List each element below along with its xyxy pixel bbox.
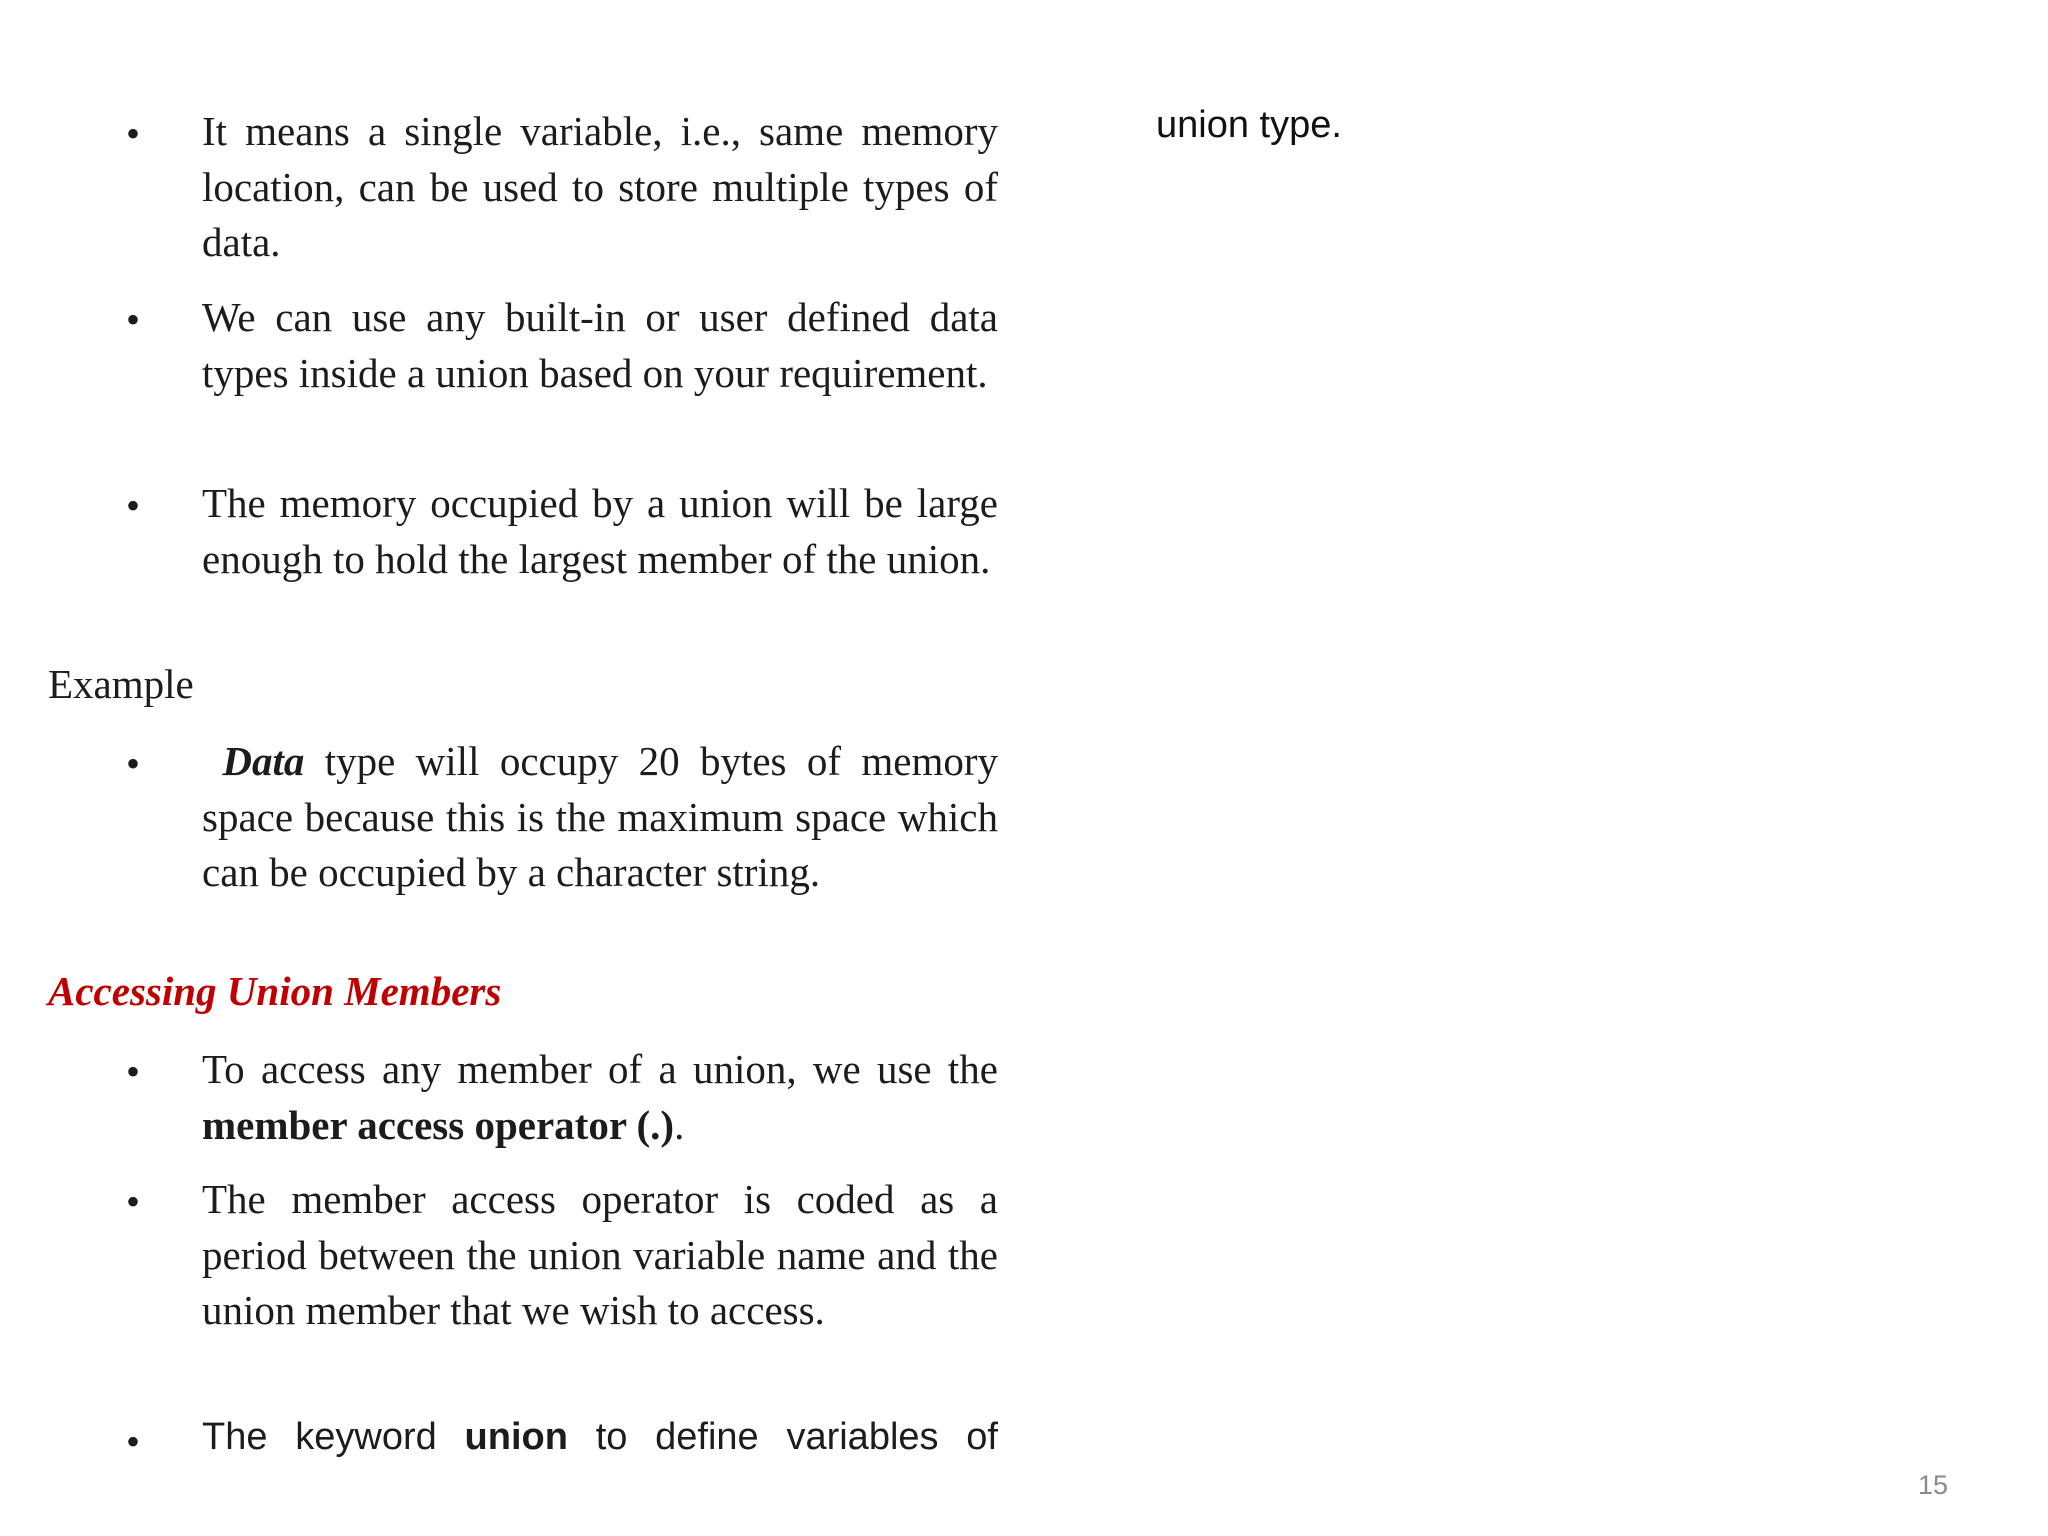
bullet-text-keyword-union [202, 1410, 998, 1466]
bullet-icon: • [126, 1049, 141, 1094]
bullet-text-same-memory: It means a single variable, i.e., same memory location, can be used to store multiple types of data. [202, 108, 998, 265]
access-operator: member access operator (.) [202, 1101, 675, 1148]
bullet-text-memory-occupied: The memory occupied by a union will be large enough to hold the largest member of the union. [202, 480, 998, 582]
bullet-icon: • [126, 111, 141, 156]
right-column-text: union type. [1156, 104, 1342, 146]
bullet-text-data-types: We can use any built-in or user defined data types inside a union based on your requirement. [202, 294, 998, 396]
access-pre: To access any member of a union, we use the [202, 1046, 998, 1092]
example-label: Example [48, 661, 194, 707]
bullet-icon: • [126, 297, 141, 342]
bullet-icon: • [126, 1179, 141, 1224]
keyword-pre: The keyword [202, 1416, 465, 1458]
bullet-icon: • [126, 483, 141, 528]
bullet-icon: • [126, 1419, 141, 1464]
keyword-post: to define variables of [567, 1416, 998, 1458]
union-keyword: union [464, 1416, 568, 1458]
bullet-icon: • [126, 741, 141, 786]
bullet-text-member-access [202, 1042, 998, 1153]
bullet-text-data-type-example [202, 734, 998, 901]
access-post: . [674, 1101, 685, 1148]
section-heading: Accessing Union Members [48, 968, 502, 1014]
data-keyword: Data [222, 738, 305, 784]
bullet-text-operator-coded: The member access operator is coded as a period between the union variable name and the union member that we wish to access. [202, 1176, 998, 1333]
example-rest: type will occupy 20 bytes of memory space because this is the maximum space which can be occupied by a character string. [202, 738, 999, 895]
page-number: 15 [1918, 1470, 1949, 1500]
